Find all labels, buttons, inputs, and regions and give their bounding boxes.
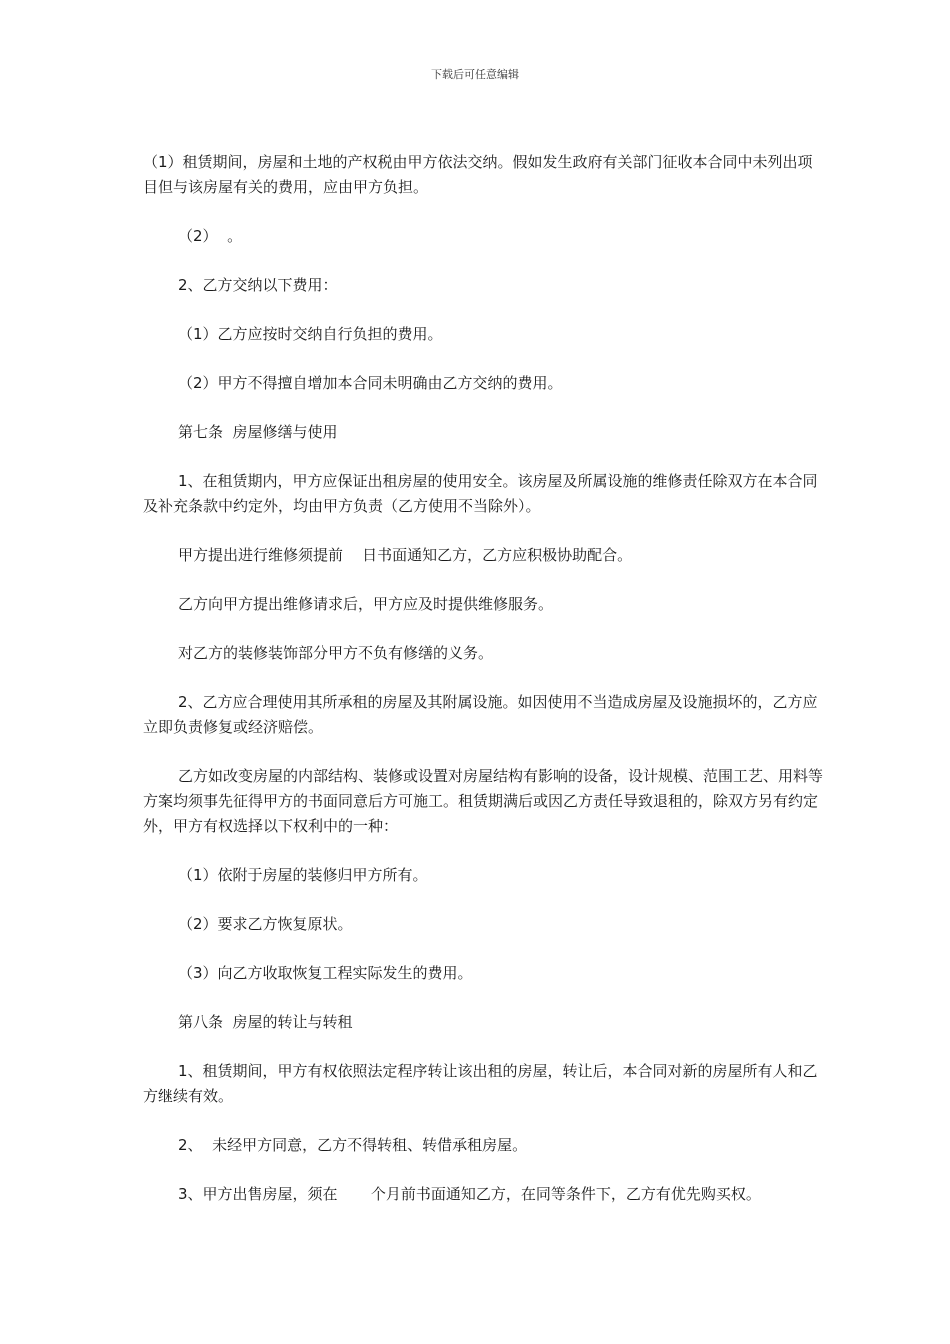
paragraph-repair-notice: 甲方提出进行维修须提前 日书面通知乙方，乙方应积极协助配合。 xyxy=(178,546,633,564)
paragraph-tenant-fees: 2、乙方交纳以下费用： xyxy=(178,276,338,294)
paragraph-option-1: （1）依附于房屋的装修归甲方所有。 xyxy=(178,866,428,884)
paragraph-structure-change: 乙方如改变房屋的内部结构、装修或设置对房屋结构有影响的设备，设计规模、范围工艺、用料等方案均须事先征得甲方的书面同意后方可施工。租赁期满后或因乙方责任导致退租的，除双方另有约定外，甲方有权选择以下权利中的一种： xyxy=(143,767,824,835)
paragraph-article-7-1: 1、在租赁期内，甲方应保证出租房屋的使用安全。该房屋及所属设施的维修责任除双方在本合同及补充条款中约定外，均由甲方负责（乙方使用不当除外）。 xyxy=(143,472,818,515)
paragraph-decoration: 对乙方的装修装饰部分甲方不负有修缮的义务。 xyxy=(178,644,494,662)
paragraph-article-8-1: 1、租赁期间，甲方有权依照法定程序转让该出租的房屋，转让后，本合同对新的房屋所有人和乙方继续有效。 xyxy=(143,1062,818,1105)
heading-article-7: 第七条 房屋修缮与使用 xyxy=(178,423,338,441)
paragraph-tenant-fee-1: （1）乙方应按时交纳自行负担的费用。 xyxy=(178,325,443,343)
paragraph-option-2: （2）要求乙方恢复原状。 xyxy=(178,915,353,933)
paragraph-repair-request: 乙方向甲方提出维修请求后，甲方应及时提供维修服务。 xyxy=(178,595,554,613)
paragraph-item-2-blank: （2） 。 xyxy=(178,227,243,245)
paragraph-tenant-fee-2: （2）甲方不得擅自增加本合同未明确由乙方交纳的费用。 xyxy=(178,374,563,392)
paragraph-article-8-2: 2、 未经甲方同意，乙方不得转租、转借承租房屋。 xyxy=(178,1136,528,1154)
header-note: 下载后可任意编辑 xyxy=(431,68,519,81)
paragraph-option-3: （3）向乙方收取恢复工程实际发生的费用。 xyxy=(178,964,473,982)
paragraph-tax: （1）租赁期间，房屋和土地的产权税由甲方依法交纳。假如发生政府有关部门征收本合同中未列出项目但与该房屋有关的费用，应由甲方负担。 xyxy=(143,153,813,196)
paragraph-article-7-2: 2、乙方应合理使用其所承租的房屋及其附属设施。如因使用不当造成房屋及设施损坏的，乙方应立即负责修复或经济赔偿。 xyxy=(143,693,818,736)
document-body xyxy=(143,150,823,1207)
heading-article-8: 第八条 房屋的转让与转租 xyxy=(178,1013,353,1031)
paragraph-article-8-3: 3、甲方出售房屋，须在 个月前书面通知乙方，在同等条件下，乙方有优先购买权。 xyxy=(178,1185,761,1203)
